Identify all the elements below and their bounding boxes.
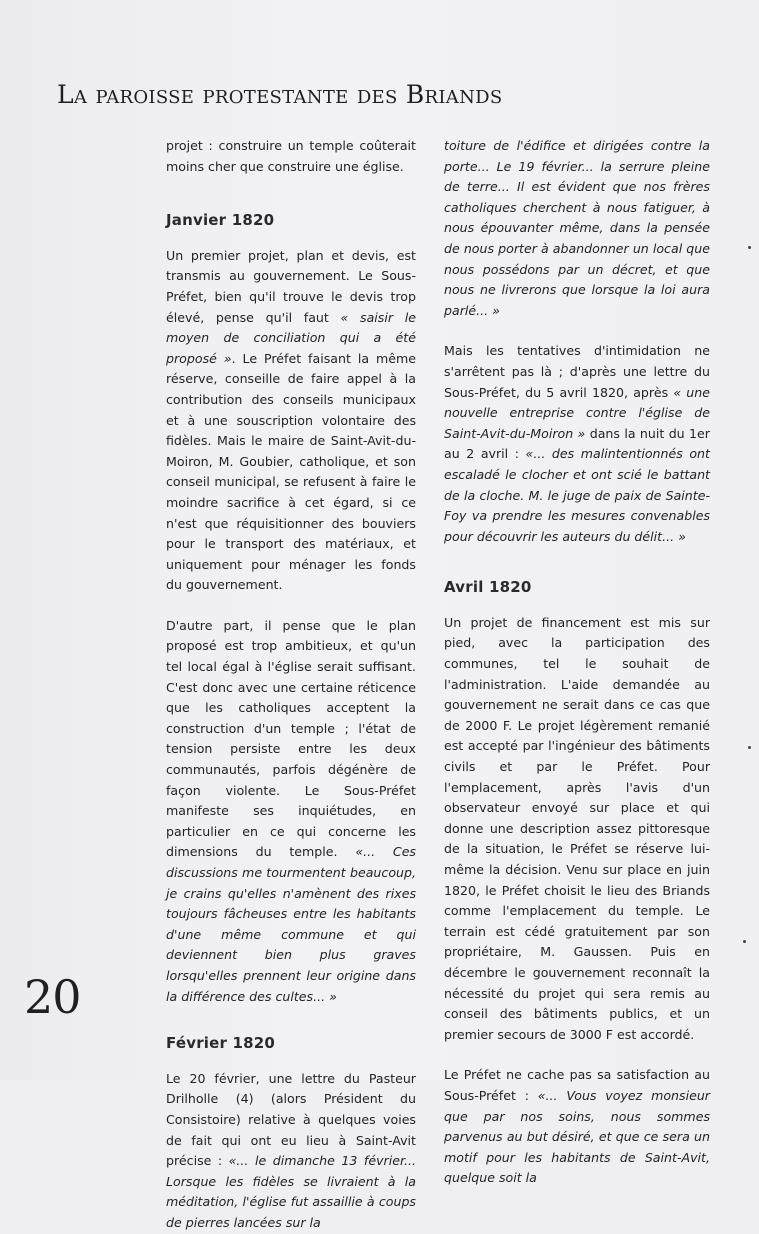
margin-mark (743, 940, 746, 943)
left-column (166, 136, 416, 1234)
paragraph-janvier-2: D'autre part, il pense que le plan proposé est trop ambitieux, et qu'un tel local égal à l'église serait suffisant. C'est donc avec une certaine réticence que les catholiques acceptent la construction d'un temple ; l'état de tension persiste entre les deux communautés, parfois dégénère de façon violente. Le Sous-Préfet manifeste ses inquiétudes, en particulier en ce qui concerne les dimensions du temple. «... Ces discussions me tourmentent beaucoup, je crains qu'elles n'amènent des rixes toujours fâcheuses entre les habitants d'une même commune et qui deviennent bien plus graves lorsqu'elles prennent leur origine dans la différence des cultes... » (166, 617, 416, 1004)
heading-fevrier-1820: Février 1820 (166, 1034, 276, 1053)
paragraph-avril-1: Un projet de financement est mis sur pied, avec la participation des communes, tel le souhait de l'administration. L'aide demandée au gouvernement ne serait dans ce cas que de 2000 F. Le projet légèrement remanié est accepté par l'ingénieur des bâtiments civils et par le Préfet. Pour l'emplacement, après l'avis d'un observateur envoyé sur place et qui donne une description assez pittoresque de la situation, le Préfet se réserve lui-même la décision. Venu sur place en juin 1820, le Préfet choisit le lieu des Briands comme l'emplacement du temple. Le terrain est cédé gratuitement par son propriétaire, M. Gaussen. Puis en décembre le gouvernement reconnaît la nécessité du projet qui sera remis au conseil des bâtiments publics, et un premier secours de 3000 F est accordé. (444, 614, 710, 1042)
paragraph-fevrier-1: Le 20 février, une lettre du Pasteur Drilholle (4) (alors Président du Consistoire) relative à quelques voies de fait qui ont eu lieu à Saint-Avit précise : «... le dimanche 13 février... Lorsque les fidèles se livraient à la méditation, l'église fut assaillie à coups de pierres lancées sur la (166, 1070, 416, 1230)
page-title: La paroisse protestante des Briands (57, 80, 503, 109)
paragraph-avril-2: Le Préfet ne cache pas sa satisfaction au Sous-Préfet : «... Vous voyez monsieur que par nos soins, nous sommes parvenus au but désiré, et que ce sera un motif pour les habitants de Saint-Avit, quelque soit la (444, 1067, 710, 1186)
margin-mark (748, 246, 751, 249)
paragraph-intimidation: Mais les tentatives d'intimidation ne s'arrêtent pas là ; d'après une lettre du Sous-Préfet, du 5 avril 1820, après « une nouvelle entreprise contre l'église de Saint-Avit-du-Moiron » dans la nuit du 1er au 2 avril : «... des malintentionnés ont escaladé le clocher et ont scié le battant de la cloche. M. le juge de paix de Sainte-Foy va prendre les mesures convenables pour découvrir les auteurs du délit... » (444, 343, 710, 544)
paragraph-janvier-1: Un premier projet, plan et devis, est transmis au gouvernement. Le Sous-Préfet, bien qu'il trouve le devis trop élevé, pense qu'il faut « saisir le moyen de conciliation qui a été proposé ». Le Préfet faisant la même réserve, conseille de faire appel à la contribution des conseils municipaux et à une souscription volontaire des fidèles. Mais le maire de Saint-Avit-du-Moiron, M. Goubier, catholique, et son conseil municipal, se refusent à faire le moindre sacrifice à cet égard, si ce n'est que réquisitionner des bouviers pour le transport des matériaux, et uniquement pour ménager les fonds du gouvernement. (166, 247, 416, 593)
page-number: 20 (24, 970, 81, 1024)
right-column (444, 136, 710, 1189)
margin-mark (748, 746, 751, 749)
heading-avril-1820: Avril 1820 (444, 578, 532, 597)
quote-continuation: toiture de l'édifice et dirigées contre la porte... Le 19 février... la serrure pleine de terre... Il est évident que nos frères catholiques cherchent à nous fatiguer, à nous épouvanter même, dans la pensée de nous porter à abandonner un local que nous possédons par un décret, et que nous ne livrerons que lorsque la loi aura parlé... » (444, 138, 710, 318)
intro-paragraph: projet : construire un temple coûterait moins cher que construire une église. (166, 138, 416, 174)
heading-janvier-1820: Janvier 1820 (166, 211, 275, 230)
